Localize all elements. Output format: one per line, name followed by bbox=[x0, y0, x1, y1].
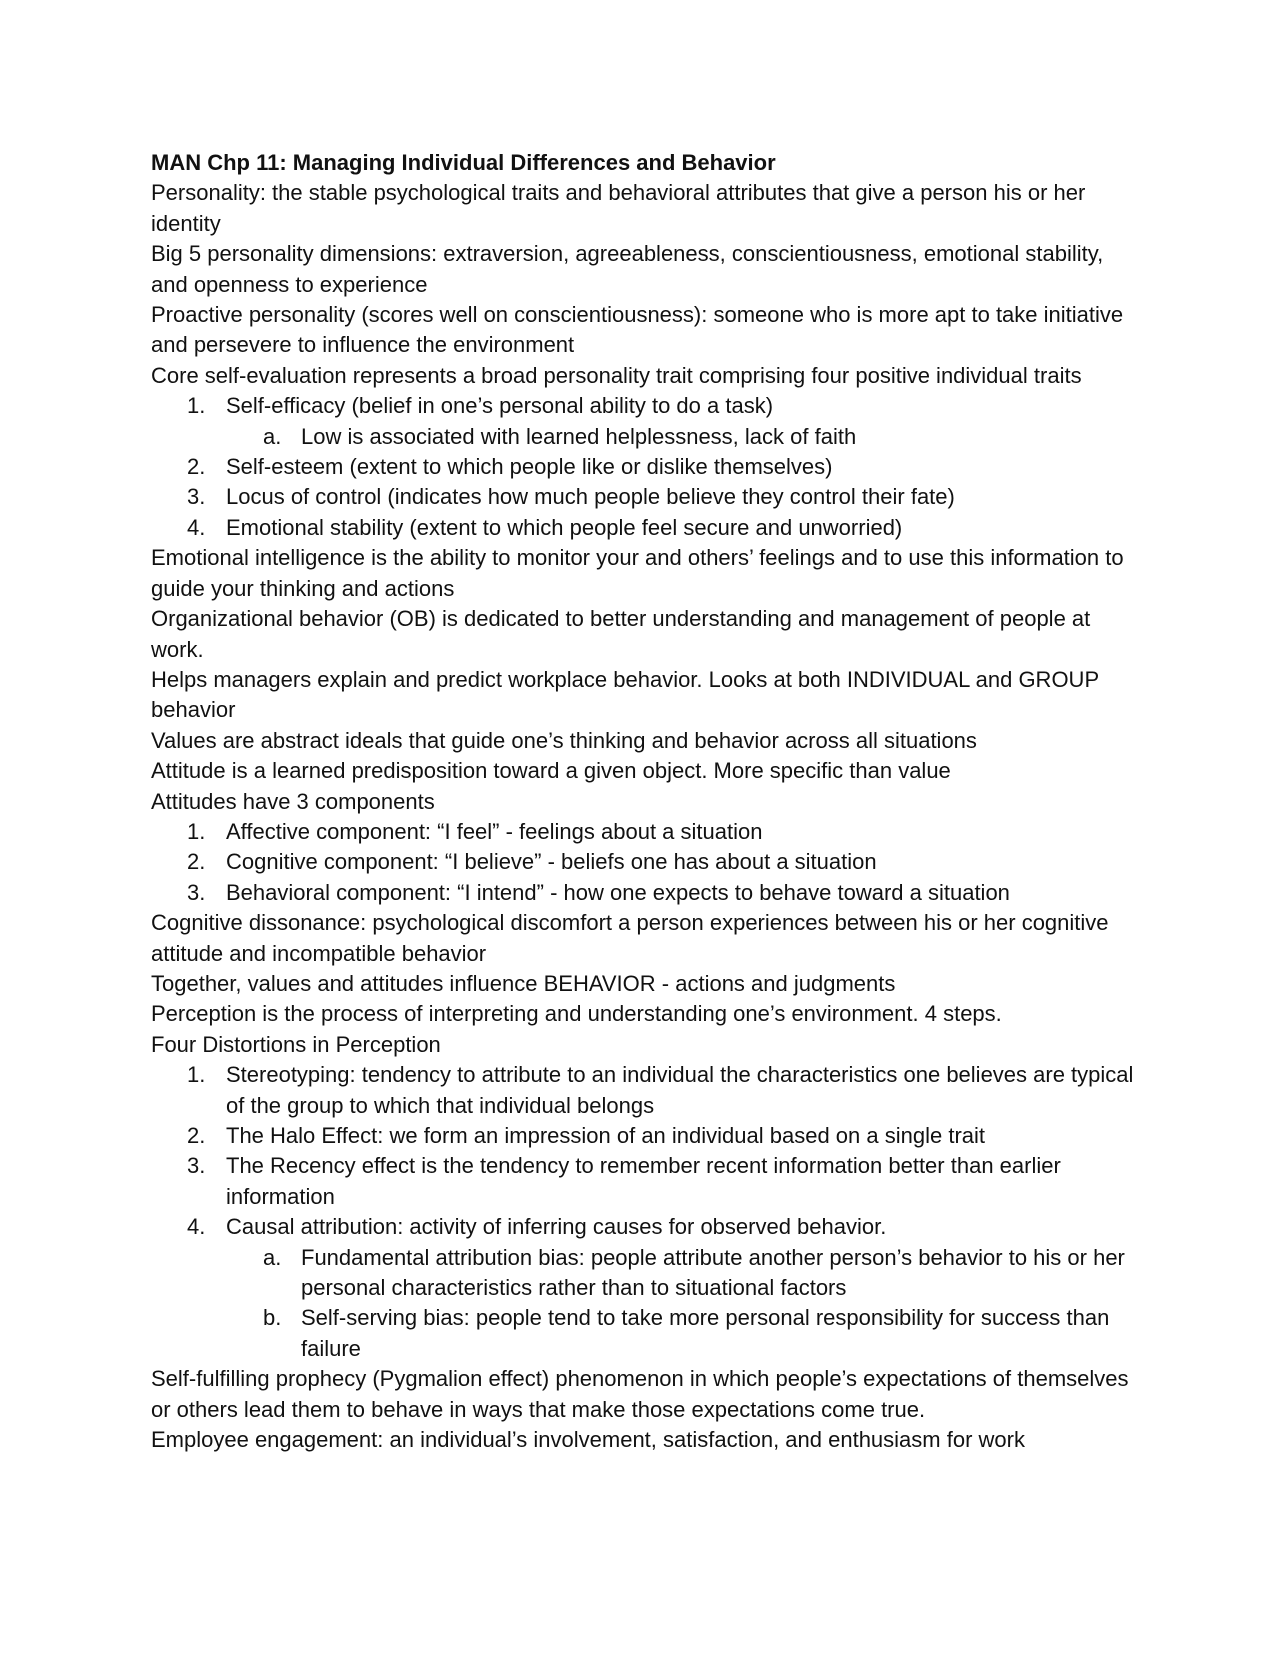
distortions-list bbox=[151, 1060, 1141, 1364]
list-item-text: Locus of control (indicates how much people believe they control their fate) bbox=[226, 484, 955, 510]
list-marker: 1. bbox=[187, 818, 206, 844]
paragraph-core-self-evaluation: Core self-evaluation represents a broad personality trait comprising four positive individual traits bbox=[151, 362, 1082, 388]
list-item-text: Cognitive component: “I believe” - beliefs one has about a situation bbox=[226, 849, 877, 875]
list-item bbox=[151, 482, 1141, 512]
list-item bbox=[151, 1151, 1141, 1212]
list-marker: 4. bbox=[187, 1214, 206, 1240]
list-marker: a. bbox=[263, 1244, 282, 1270]
paragraph-helps-managers: Helps managers explain and predict workplace behavior. Looks at both INDIVIDUAL and GROUP behavior bbox=[151, 666, 1099, 723]
list-item-text: Self-efficacy (belief in one’s personal ability to do a task) bbox=[226, 393, 774, 419]
list-item bbox=[151, 847, 1141, 877]
list-item-text: The Recency effect is the tendency to remember recent information better than earlier information bbox=[226, 1153, 1061, 1209]
list-item bbox=[151, 1121, 1141, 1151]
list-marker: 2. bbox=[187, 849, 206, 875]
sub-list bbox=[226, 422, 1141, 452]
list-item-text: Emotional stability (extent to which people feel secure and unworried) bbox=[226, 514, 903, 540]
list-item-text: Affective component: “I feel” - feelings about a situation bbox=[226, 818, 763, 844]
document-page bbox=[151, 148, 1141, 1455]
list-marker: b. bbox=[263, 1305, 282, 1331]
list-item bbox=[226, 422, 1141, 452]
list-item-text: The Halo Effect: we form an impression of an individual based on a single trait bbox=[226, 1123, 985, 1148]
paragraph-self-fulfilling-prophecy: Self-fulfilling prophecy (Pygmalion effect) phenomenon in which people’s expectations of themselves or others lead them to behave in ways that make those expectations come true. bbox=[151, 1366, 1129, 1422]
paragraph-proactive: Proactive personality (scores well on conscientiousness): someone who is more apt to take initiative and persevere to influence the environment bbox=[151, 302, 1124, 358]
list-marker: 2. bbox=[187, 1123, 206, 1148]
list-item bbox=[226, 1303, 1141, 1364]
list-item bbox=[226, 1243, 1141, 1304]
list-marker: 3. bbox=[187, 1153, 206, 1179]
list-marker: 1. bbox=[187, 1062, 206, 1088]
list-item-text: Self-esteem (extent to which people like or dislike themselves) bbox=[226, 454, 833, 480]
paragraph-together: Together, values and attitudes influence BEHAVIOR - actions and judgments bbox=[151, 970, 896, 996]
list-item-text: Low is associated with learned helplessness, lack of faith bbox=[301, 423, 857, 449]
list-marker: 3. bbox=[187, 484, 206, 510]
list-marker: 1. bbox=[187, 393, 206, 419]
list-marker: 4. bbox=[187, 514, 206, 540]
paragraph-perception: Perception is the process of interpreting and understanding one’s environment. 4 steps. bbox=[151, 1001, 1002, 1027]
document-title: MAN Chp 11: Managing Individual Differences and Behavior bbox=[151, 150, 776, 175]
list-item-text: Stereotyping: tendency to attribute to an individual the characteristics one believes are typical of the group to which that individual belongs bbox=[226, 1062, 1134, 1118]
paragraph-four-distortions: Four Distortions in Perception bbox=[151, 1031, 441, 1057]
list-marker: a. bbox=[263, 423, 282, 449]
list-item-text: Self-serving bias: people tend to take more personal responsibility for success than failure bbox=[301, 1305, 1110, 1361]
paragraph-big5: Big 5 personality dimensions: extraversion, agreeableness, conscientiousness, emotional stability, and openness to experience bbox=[151, 241, 1104, 297]
list-item bbox=[151, 1060, 1141, 1121]
list-item bbox=[151, 391, 1141, 452]
list-item bbox=[151, 817, 1141, 847]
list-item bbox=[151, 452, 1141, 482]
list-item-text: Fundamental attribution bias: people attribute another person’s behavior to his or her personal characteristics rather than to situational factors bbox=[301, 1244, 1125, 1301]
list-item bbox=[151, 878, 1141, 908]
list-item-text: Behavioral component: “I intend” - how one expects to behave toward a situation bbox=[226, 879, 1010, 905]
paragraph-organizational-behavior: Organizational behavior (OB) is dedicated to better understanding and management of people at work. bbox=[151, 606, 1091, 662]
paragraph-emotional-intelligence: Emotional intelligence is the ability to monitor your and others’ feelings and to use this information to guide your thinking and actions bbox=[151, 545, 1124, 601]
sub-list bbox=[226, 1243, 1141, 1365]
paragraph-values: Values are abstract ideals that guide one’s thinking and behavior across all situations bbox=[151, 727, 977, 753]
list-item-text: Causal attribution: activity of inferring causes for observed behavior. bbox=[226, 1214, 887, 1240]
list-marker: 3. bbox=[187, 879, 206, 905]
list-marker: 2. bbox=[187, 454, 206, 480]
paragraph-employee-engagement: Employee engagement: an individual’s involvement, satisfaction, and enthusiasm for work bbox=[151, 1427, 1025, 1453]
core-traits-list bbox=[151, 391, 1141, 543]
paragraph-personality: Personality: the stable psychological traits and behavioral attributes that give a person his or her identity bbox=[151, 180, 1086, 236]
list-item bbox=[151, 513, 1141, 543]
paragraph-cognitive-dissonance: Cognitive dissonance: psychological discomfort a person experiences between his or her cognitive attitude and incompatible behavior bbox=[151, 910, 1109, 966]
list-item bbox=[151, 1212, 1141, 1364]
paragraph-attitude-components: Attitudes have 3 components bbox=[151, 788, 435, 814]
attitude-components-list bbox=[151, 817, 1141, 908]
paragraph-attitude: Attitude is a learned predisposition toward a given object. More specific than value bbox=[151, 758, 951, 784]
